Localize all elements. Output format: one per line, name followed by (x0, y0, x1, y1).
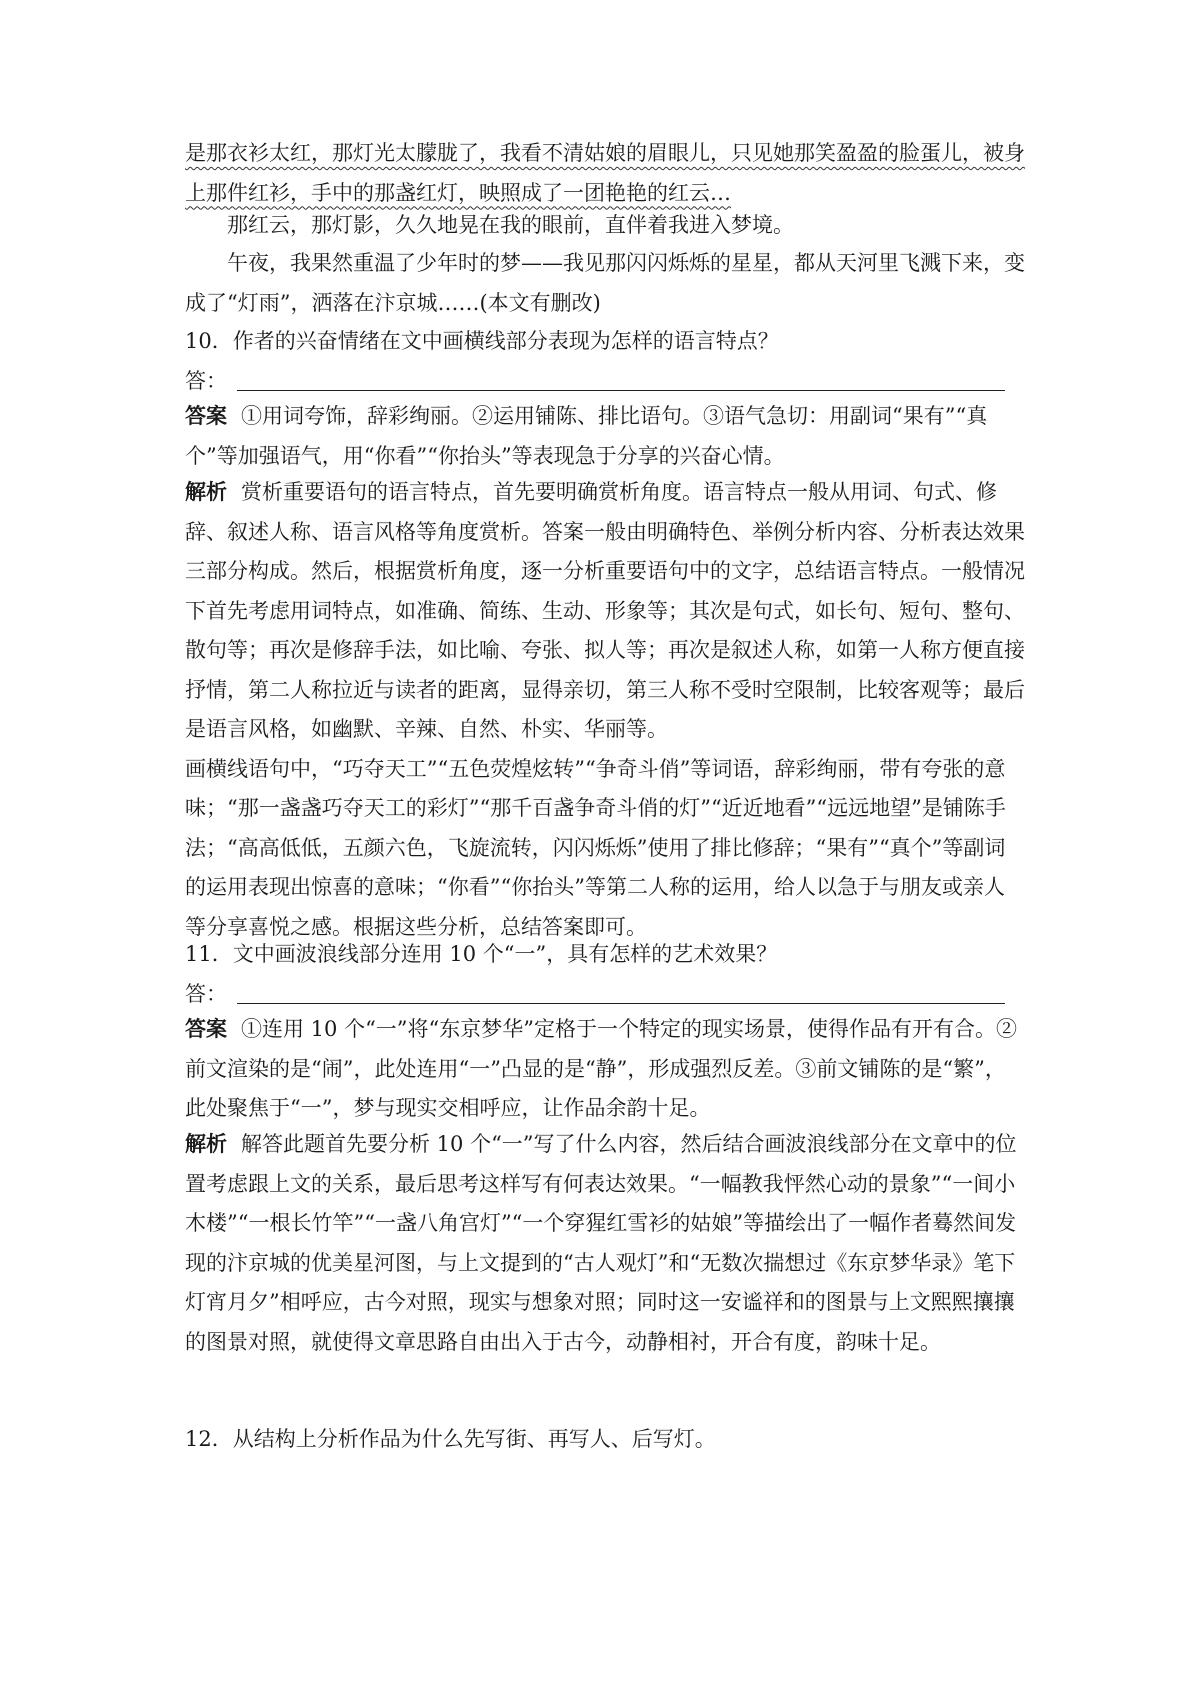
analysis-11 (185, 1125, 1025, 1362)
analysis-11-text: 解答此题首先要分析 10 个“一”写了什么内容，然后结合画波浪线部分在文章中的位置考虑跟上文的关系，最后思考这样写有何表达效果。“一幅教我怦然心动的景象”“一间小木楼”“一根长竹竿”“一盏八角宫灯”“一个穿猩红雪衫的姑娘”等描绘出了一幅作者蓦然间发现的汴京城的优美星河图，与上文提到的“古人观灯”和“无数次揣想过《东京梦华录》笔下灯宵月夕”相呼应，古今对照，现实与想象对照；同时这一安谧祥和的图景与上文熙熙攘攘的图景对照，就使得文章思路自由出入于古今，动静相衬，开合有度，韵味十足。 (185, 1132, 1017, 1354)
answer-blank-11[interactable] (237, 981, 1005, 1004)
question-12 (185, 1420, 1025, 1460)
passage-wavy-section (185, 134, 1025, 213)
analysis-10 (185, 473, 1025, 947)
analysis-10-text-2: 画横线语句中，“巧夺天工”“五色荧煌炫转”“争奇斗俏”等词语，辞彩绚丽，带有夸张的意味；“那一盏盏巧夺天工的彩灯”“那千百盏争奇斗俏的灯”“近近地看”“远远地望”是铺陈手法；“高高低低，五颜六色，飞旋流转，闪闪烁烁”使用了排比修辞；“果有”“真个”等副词的运用表现出惊喜的意味；“你看”“你抬头”等第二人称的运用，给人以急于与朋友或亲人等分享喜悦之感。根据这些分析，总结答案即可。 (185, 756, 1006, 939)
question-11 (185, 935, 1025, 1014)
question-12-text: 12．从结构上分析作品为什么先写街、再写人、后写灯。 (185, 1427, 716, 1451)
wavy-line-1: 是那衣衫太红，那灯光太朦胧了，我看不清姑娘的眉眼儿，只见她那笑盈盈的脸蛋儿，被身 (185, 141, 1025, 165)
answer-10 (185, 397, 1025, 476)
question-11-text: 11．文中画波浪线部分连用 10 个“一”，具有怎样的艺术效果？ (185, 942, 778, 966)
analysis-label: 解析 (185, 1132, 227, 1156)
question-10 (185, 322, 1025, 401)
answer-blank-10[interactable] (237, 368, 1005, 391)
answer-line-10: 答： (185, 362, 1025, 402)
analysis-10-text: 赏析重要语句的语言特点，首先要明确赏析角度。语言特点一般从用词、句式、修辞、叙述人称、语言风格等角度赏析。答案一般由明确特色、举例分析内容、分析表达效果三部分构成。然后，根据赏析角度，逐一分析重要语句中的文字，总结语言特点。一般情况下首先考虑用词特点，如准确、简练、生动、形象等；其次是句式，如长句、短句、整句、散句等；再次是修辞手法，如比喻、夸张、拟人等；再次是叙述人称，如第一人称方便直接抒情，第二人称拉近与读者的距离，显得亲切，第三人称不受时空限制，比较客观等；最后是语言风格，如幽默、辛辣、自然、朴实、华丽等。 (185, 480, 1025, 741)
answer-11 (185, 1010, 1025, 1129)
wavy-line-2: 上那件红衫，手中的那盏红灯，映照成了一团艳艳的红云… (185, 180, 731, 205)
question-10-text: 10．作者的兴奋情绪在文中画横线部分表现为怎样的语言特点？ (185, 329, 779, 353)
passage-paragraph-1: 那红云，那灯影，久久地晃在我的眼前，直伴着我进入梦境。 (227, 213, 794, 237)
passage-paragraph-2: 午夜，我果然重温了少年时的梦——我见那闪闪烁烁的星星，都从天河里飞溅下来，变成了“灯雨”，洒落在汴京城……(本文有删改) (185, 251, 1025, 315)
analysis-label: 解析 (185, 480, 227, 504)
answer-10-text: ①用词夸饰，辞彩绚丽。②运用铺陈、排比语句。③语气急切：用副词“果有”“真个”等加强语气，用“你看”“你抬头”等表现急于分享的兴奋心情。 (185, 404, 988, 468)
answer-11-text: ①连用 10 个“一”将“东京梦华”定格于一个特定的现实场景，使得作品有开有合。②前文渲染的是“闹”，此处连用“一”凸显的是“静”，形成强烈反差。③前文铺陈的是“繁”，此处聚焦于“一”，梦与现实交相呼应，让作品余韵十足。 (185, 1017, 1018, 1120)
answer-label: 答案 (185, 404, 227, 428)
answer-line-11: 答： (185, 975, 1025, 1015)
answer-label: 答案 (185, 1017, 227, 1041)
